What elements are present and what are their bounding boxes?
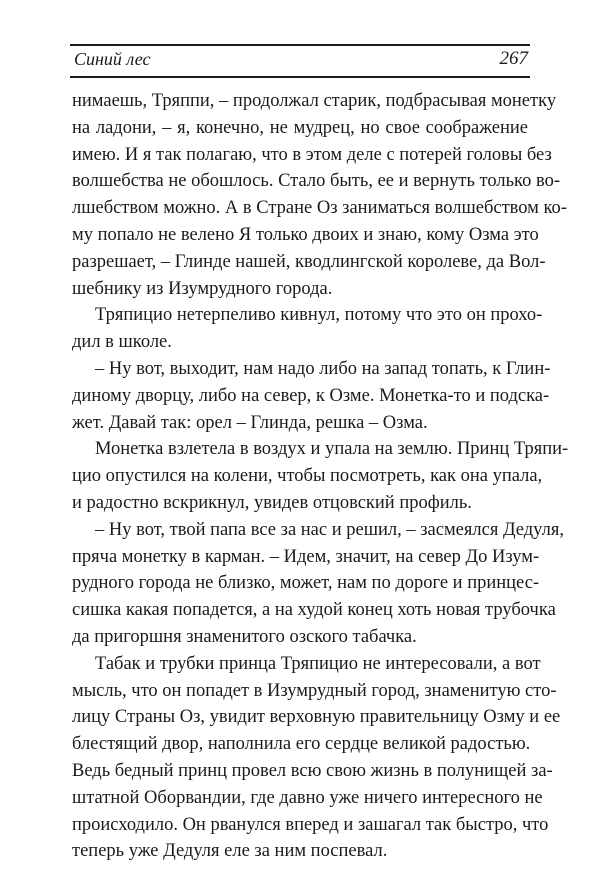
text-line: цио опустился на колени, чтобы посмотреть, как она упала,	[72, 466, 543, 487]
header-top-rule	[70, 44, 530, 46]
text-line: Табак и трубки принца Тряпицио не интересовали, а вот	[95, 653, 541, 674]
text-line: волшебства не обошлось. Стало быть, ее и вернуть только во-	[72, 171, 560, 192]
text-line: Тряпицио нетерпеливо кивнул, потому что это он прохо-	[95, 305, 543, 326]
text-line: Монетка взлетела в воздух и упала на землю. Принц Тряпи-	[95, 439, 569, 460]
paragraph	[72, 302, 543, 356]
paragraph	[72, 436, 569, 516]
paragraph	[72, 651, 561, 865]
text-line: и радостно вскрикнул, увидев отцовский профиль.	[72, 492, 472, 513]
text-line: лицу Страны Оз, увидит верховную правительницу Озму и ее	[72, 707, 561, 728]
text-line: лшебством можно. А в Стране Оз заниматься волшебством ко-	[72, 198, 567, 219]
paragraph	[72, 356, 551, 436]
header-bottom-rule	[70, 76, 530, 78]
text-line: сишка какая попадется, а на худой конец хоть новая трубочка	[72, 600, 556, 621]
text-line: теперь уже Дедуля еле за ним поспевал.	[72, 841, 388, 862]
text-line: на ладони, – я, конечно, не мудрец, но свое соображение	[72, 117, 528, 138]
text-line: пряча монетку в карман. – Идем, значит, на север До Изум-	[72, 546, 540, 567]
text-line: Ведь бедный принц провел всю свою жизнь в полунищей за-	[72, 760, 553, 781]
text-line: – Ну вот, твой папа все за нас и решил, – засмеялся Дедуля,	[95, 519, 564, 540]
text-line: дил в школе.	[72, 332, 172, 353]
body-text	[72, 88, 569, 865]
text-line: блестящий двор, наполнила его сердце великой радостью.	[72, 734, 531, 755]
page-number: 267	[499, 48, 528, 69]
text-line: нимаешь, Тряппи, – продолжал старик, подбрасывая монетку	[72, 91, 557, 111]
paragraph	[72, 517, 564, 651]
text-line: диному дворцу, либо на север, к Озме. Монетка-то и подска-	[72, 385, 550, 406]
text-line: рудного города не близко, может, нам по дороге и принцес-	[72, 573, 540, 594]
text-line: мысль, что он попадет в Изумрудный город, знаменитую сто-	[72, 680, 557, 701]
text-line: имею. И я так полагаю, что в этом деле с потерей головы без	[72, 144, 552, 165]
text-line: – Ну вот, выходит, нам надо либо на запад топать, к Глин-	[95, 358, 551, 379]
text-line: му попало не велено Я только двоих и знаю, кому Озма это	[72, 224, 539, 245]
text-line: да пригоршня знаменитого озского табачка.	[72, 626, 417, 647]
running-title: Синий лес	[74, 49, 151, 69]
text-line: жет. Давай так: орел – Глинда, решка – Озма.	[72, 412, 428, 433]
text-line: штатной Оборвандии, где давно уже ничего интересного не	[72, 787, 543, 808]
text-line: происходило. Он рванулся вперед и зашагал так быстро, что	[72, 814, 549, 835]
text-line: шебнику из Изумрудного города.	[72, 278, 333, 299]
paragraph	[72, 88, 567, 302]
text-line: разрешает, – Глинде нашей, кводлингской королеве, да Вол-	[72, 251, 546, 272]
